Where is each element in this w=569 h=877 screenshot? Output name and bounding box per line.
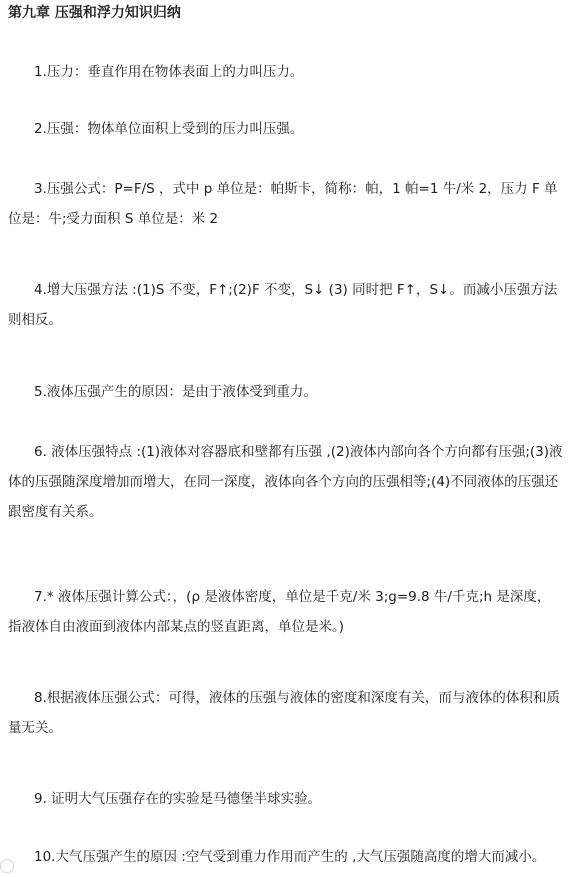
list-item: 3.压强公式：P=F/S ，式中 p 单位是：帕斯卡，简称：帕，1 帕=1 牛/米 2，压力 F 单位是：牛;受力面积 S 单位是：米 2 bbox=[8, 181, 558, 227]
list-item: 6. 液体压强特点 :(1)液体对容器底和壁都有压强 ,(2)液体内部向各个方向都有压强;(3)液体的压强随深度增加而增大，在同一深度，液体向各个方向的压强相等;(4)不同液体的压强还跟密度有关系。 bbox=[8, 444, 563, 520]
list-item: 10.大气压强产生的原因 :空气受到重力作用而产生的 ,大气压强随高度的增大而减小。 bbox=[34, 849, 546, 865]
watermark-logo bbox=[0, 858, 60, 874]
list-item: 4.增大压强方法 :(1)S 不变，F↑;(2)F 不变，S↓ (3) 同时把 F↑，S↓。而减小压强方法则相反。 bbox=[8, 282, 558, 328]
list-item: 1.压力：垂直作用在物体表面上的力叫压力。 bbox=[34, 64, 304, 80]
list-item: 5.液体压强产生的原因：是由于液体受到重力。 bbox=[34, 384, 317, 400]
list-item: 7.* 液体压强计算公式：，(ρ 是液体密度，单位是千克/米 3;g=9.8 牛/千克;h 是深度，指液体自由液面到液体内部某点的竖直距离，单位是米。) bbox=[8, 589, 551, 635]
list-item: 9. 证明大气压强存在的实验是马德堡半球实验。 bbox=[34, 791, 322, 807]
watermark-icon bbox=[0, 859, 14, 873]
list-item: 2.压强：物体单位面积上受到的压力叫压强。 bbox=[34, 121, 304, 137]
page-title: 第九章 压强和浮力知识归纳 bbox=[8, 5, 181, 21]
list-item: 8.根据液体压强公式：可得，液体的压强与液体的密度和深度有关，而与液体的体积和质量无关。 bbox=[8, 690, 560, 736]
